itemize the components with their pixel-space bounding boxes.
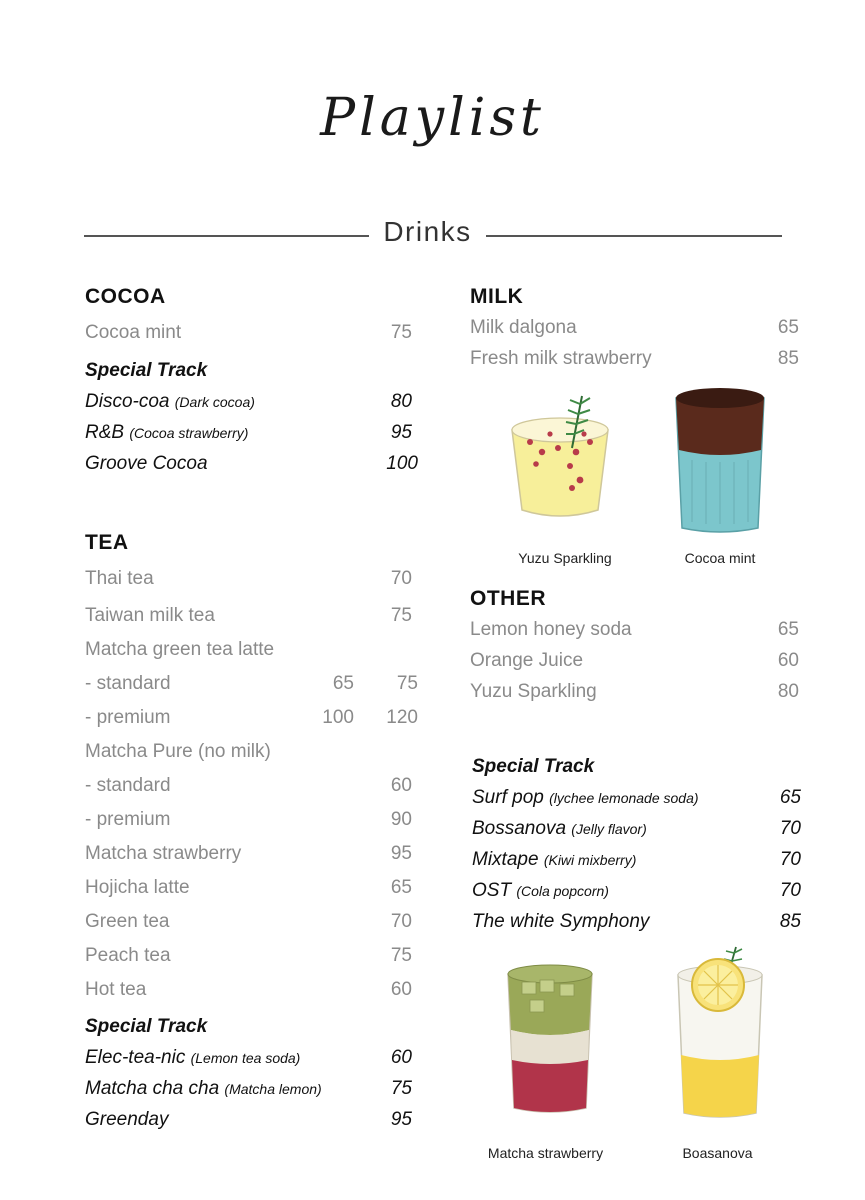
- special-item: [472, 787, 801, 817]
- special-item: [85, 1078, 412, 1108]
- item-note: (Dark cocoa): [174, 394, 255, 410]
- item-price: 75: [390, 605, 412, 626]
- other-heading: OTHER: [470, 587, 546, 610]
- item-note: (Lemon tea soda): [190, 1050, 301, 1066]
- item-price: 60: [777, 650, 799, 671]
- menu-item: [85, 775, 412, 805]
- special-item: [85, 1047, 412, 1077]
- item-price: 85: [779, 911, 801, 932]
- item-name: Bossanova (Jelly flavor): [472, 818, 647, 839]
- menu-item: [470, 681, 799, 711]
- tea-special-label: Special Track: [85, 1016, 208, 1037]
- item-name: Taiwan milk tea: [85, 605, 215, 626]
- item-name: Matcha Pure (no milk): [85, 741, 271, 762]
- item-note: (Matcha lemon): [224, 1081, 322, 1097]
- caption-yuzu-sparkling: Yuzu Sparkling: [518, 550, 612, 566]
- item-price: 60: [390, 1047, 412, 1068]
- item-name: Fresh milk strawberry: [470, 348, 652, 369]
- menu-item: [85, 945, 412, 975]
- item-name: Elec-tea-nic (Lemon tea soda): [85, 1047, 301, 1068]
- menu-item: [85, 568, 412, 598]
- item-price-small: 100: [322, 707, 354, 728]
- item-note: (lychee lemonade soda): [549, 790, 699, 806]
- item-price: 70: [779, 849, 801, 870]
- special-item: [472, 818, 801, 848]
- item-name: Hojicha latte: [85, 877, 190, 898]
- item-name: Greenday: [85, 1109, 169, 1130]
- item-name: Mixtape (Kiwi mixberry): [472, 849, 637, 870]
- menu-item: [85, 707, 418, 737]
- item-price: 75: [390, 1078, 412, 1099]
- item-name: R&B (Cocoa strawberry): [85, 422, 249, 443]
- item-price: 85: [777, 348, 799, 369]
- item-price: 100: [386, 453, 418, 474]
- cocoa-mint-illustration: [670, 382, 770, 540]
- item-price: 65: [777, 619, 799, 640]
- menu-title: Playlist: [320, 88, 545, 148]
- section-title: Drinks: [383, 216, 472, 247]
- item-note: (Cocoa strawberry): [129, 425, 249, 441]
- yuzu-sparkling-illustration: [500, 390, 620, 540]
- item-price: 70: [779, 818, 801, 839]
- item-price-small: 65: [332, 673, 354, 694]
- menu-item: [85, 741, 412, 771]
- item-price: 70: [390, 911, 412, 932]
- item-name: Matcha strawberry: [85, 843, 242, 864]
- menu-item: [85, 809, 412, 839]
- item-name: Peach tea: [85, 945, 171, 966]
- boasanova-illustration: [670, 945, 770, 1123]
- special-item: [85, 453, 418, 483]
- item-price: 70: [390, 568, 412, 589]
- item-name: Matcha green tea latte: [85, 639, 275, 660]
- menu-item: [470, 650, 799, 680]
- item-price: 65: [777, 317, 799, 338]
- special-item: [85, 422, 412, 452]
- menu-item: [85, 639, 412, 669]
- item-name: Green tea: [85, 911, 170, 932]
- tea-heading: TEA: [85, 531, 129, 554]
- item-price: 80: [390, 391, 412, 412]
- menu-item: [85, 605, 412, 635]
- item-name: The white Symphony: [472, 911, 650, 932]
- cocoa-special-label: Special Track: [85, 360, 208, 381]
- divider-line-right: [486, 235, 782, 237]
- special-item: [85, 1109, 412, 1139]
- item-price: 65: [390, 877, 412, 898]
- item-price: 75: [396, 673, 418, 694]
- menu-item: [85, 673, 418, 703]
- item-price: 95: [390, 422, 412, 443]
- matcha-strawberry-illustration: [500, 960, 600, 1120]
- item-price: 60: [390, 775, 412, 796]
- section-divider: [84, 216, 782, 256]
- milk-heading: MILK: [470, 285, 524, 308]
- item-price: 70: [779, 880, 801, 901]
- item-name: - premium: [85, 809, 171, 830]
- menu-item: [470, 619, 799, 649]
- item-name: Surf pop (lychee lemonade soda): [472, 787, 699, 808]
- special-item: [472, 880, 801, 910]
- caption-cocoa-mint: Cocoa mint: [684, 550, 756, 566]
- item-price: 120: [386, 707, 418, 728]
- item-name: Milk dalgona: [470, 317, 577, 338]
- item-name: Disco-coa (Dark cocoa): [85, 391, 255, 412]
- item-name: Groove Cocoa: [85, 453, 208, 474]
- item-name: Orange Juice: [470, 650, 584, 671]
- item-name: - standard: [85, 775, 171, 796]
- item-name: Hot tea: [85, 979, 147, 1000]
- item-price: 60: [390, 979, 412, 1000]
- item-name: Thai tea: [85, 568, 154, 589]
- item-name: - premium: [85, 707, 171, 728]
- item-note: (Kiwi mixberry): [543, 852, 637, 868]
- special-item: [85, 391, 412, 421]
- item-price: 90: [390, 809, 412, 830]
- special-item: [472, 849, 801, 879]
- menu-item: [85, 843, 412, 873]
- item-name: OST (Cola popcorn): [472, 880, 609, 901]
- item-price: 80: [777, 681, 799, 702]
- item-name: Matcha cha cha (Matcha lemon): [85, 1078, 322, 1099]
- item-price: 65: [779, 787, 801, 808]
- item-name: Lemon honey soda: [470, 619, 632, 640]
- menu-item: [470, 348, 799, 378]
- item-name: - standard: [85, 673, 171, 694]
- menu-item: [85, 877, 412, 907]
- item-price: 75: [390, 322, 412, 343]
- divider-line-left: [84, 235, 369, 237]
- item-note: (Cola popcorn): [516, 883, 609, 899]
- menu-item: [85, 979, 412, 1009]
- caption-matcha-strawberry: Matcha strawberry: [487, 1145, 604, 1161]
- item-name: Cocoa mint: [85, 322, 182, 343]
- item-price: 95: [390, 843, 412, 864]
- caption-boasanova: Boasanova: [682, 1145, 753, 1161]
- menu-item: [85, 911, 412, 941]
- other-special-label: Special Track: [472, 756, 595, 777]
- cocoa-heading: COCOA: [85, 285, 166, 308]
- item-name: Yuzu Sparkling: [470, 681, 597, 702]
- menu-item: [85, 322, 412, 352]
- item-price: 95: [390, 1109, 412, 1130]
- special-item: [472, 911, 801, 941]
- menu-item: [470, 317, 799, 347]
- item-price: 75: [390, 945, 412, 966]
- item-note: (Jelly flavor): [571, 821, 647, 837]
